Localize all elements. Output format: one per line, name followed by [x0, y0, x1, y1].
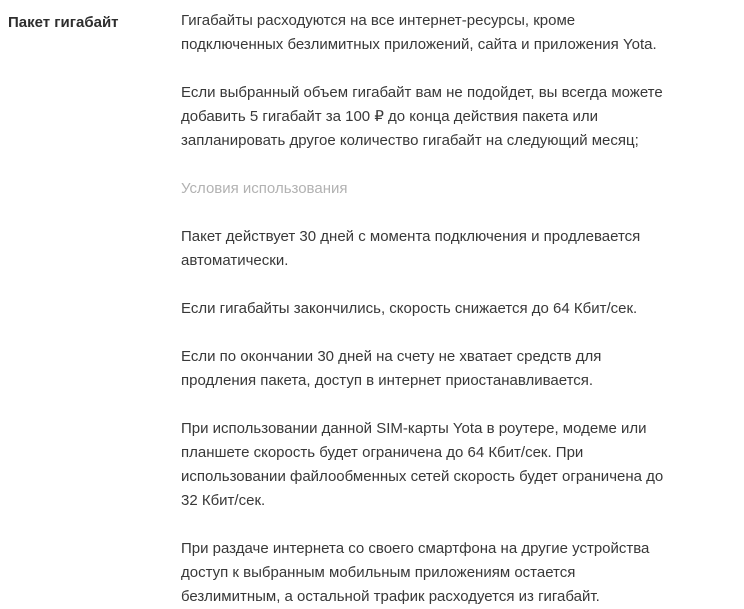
terms-paragraph-3: Если по окончании 30 дней на счету не хватает средств для продления пакета, доступ в интернет приостанавливается.: [181, 348, 602, 389]
terms-paragraph-4: При использовании данной SIM-карты Yota в роутере, модеме или планшете скорость будет ограничена до 64 Кбит/сек. При использовании файлообменных сетей скорость будет ограничена до 32 Кбит/сек.: [181, 420, 664, 509]
intro-paragraph-2: Если выбранный объем гигабайт вам не подойдет, вы всегда можете добавить 5 гигабайт за 100 ₽ до конца действия пакета или запланировать другое количество гигабайт на следующий месяц;: [181, 84, 663, 149]
intro-paragraph-1: Гигабайты расходуются на все интернет-ресурсы, кроме подключенных безлимитных приложений, сайта и приложения Yota.: [181, 12, 657, 53]
terms-paragraph-1: Пакет действует 30 дней с момента подключения и продлевается автоматически.: [181, 228, 641, 269]
terms-paragraph-5: При раздаче интернета со своего смартфона на другие устройства доступ к выбранным мобильным приложениям остается безлимитным, а остальной трафик расходуется из гигабайт.: [181, 540, 650, 605]
row-content-column: [181, 9, 667, 609]
usage-terms-subheading: Условия использования: [181, 180, 348, 197]
row-label: Пакет гигабайт: [8, 14, 119, 31]
row-label-column: [8, 9, 181, 33]
terms-paragraph-2: Если гигабайты закончились, скорость снижается до 64 Кбит/сек.: [181, 300, 638, 317]
